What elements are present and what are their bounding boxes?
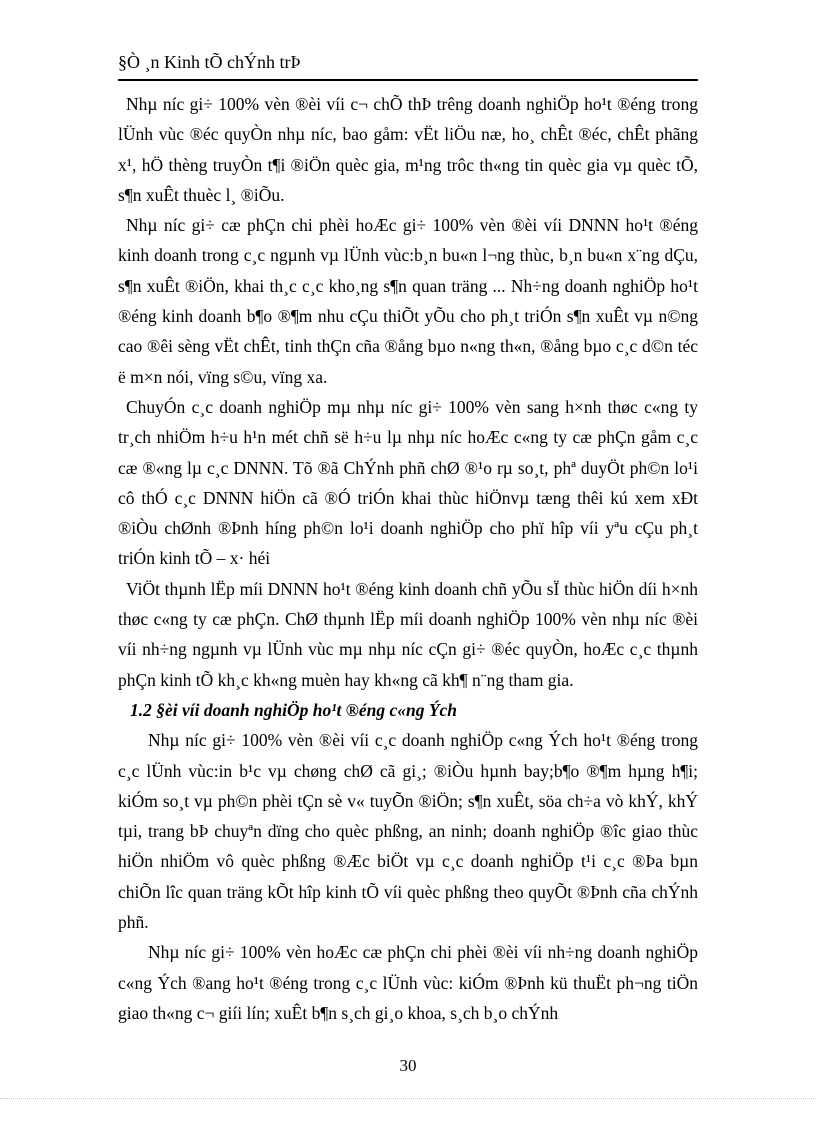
body-paragraph: Nhµ níc gi÷ 100% vèn ®èi víi c¬ chÕ thÞ trêng doanh nghiÖp ho¹t ®éng trong lÜnh vùc ®éc quyÒn nhµ níc, bao gåm: vËt liÖu næ, ho¸ chÊt ®éc, chÊt phãng x¹, hÖ thèng truyÒn t¶i ®iÖn quèc gia, m¹ng trôc th«ng tin quèc gia vµ quèc tÕ, s¶n xuÊt thuèc l¸ ®iÕu. <box>118 94 698 205</box>
footer-divider <box>0 1098 816 1099</box>
header-divider <box>118 79 698 81</box>
section-heading: 1.2 §èi víi doanh nghiÖp ho¹t ®éng c«ng Ých <box>130 699 458 720</box>
page-number: 30 <box>399 1056 417 1075</box>
body-paragraph: Nhµ níc gi÷ 100% vèn hoÆc cæ phÇn chi phèi ®èi víi nh÷ng doanh nghiÖp c«ng Ých ®ang ho¹t ®éng trong c¸c lÜnh vùc: kiÓm ®Þnh kü thuËt ph¬ng tiÖn giao th«ng c¬ giíi lín; xuÊt b¶n s¸ch gi¸o khoa, s¸ch b¸o chÝnh <box>118 942 698 1023</box>
body-paragraph: Nhµ níc gi÷ cæ phÇn chi phèi hoÆc gi÷ 100% vèn ®èi víi DNNN ho¹t ®éng kinh doanh trong c¸c ngµnh vµ lÜnh vùc:b¸n bu«n l¬ng thùc, b¸n bu«n x¨ng dÇu, s¶n xuÊt ®iÖn, khai th¸c c¸c kho¸ng s¶n quan träng ... Nh÷ng doanh nghiÖp ho¹t ®éng kinh doanh b¶o ®¶m nhu cÇu thiÕt yÕu cho ph¸t triÓn s¶n xuÊt vµ n©ng cao ®êi sèng vËt chÊt, tinh thÇn cña ®ång bµo n«ng th«n, ®ång bµo c¸c d©n téc ë m×n nói, vïng s©u, vïng xa. <box>118 215 698 387</box>
body-paragraph: ViÖt thµnh lËp míi DNNN ho¹t ®éng kinh doanh chñ yÕu sÏ thùc hiÖn díi h×nh thøc c«ng ty cæ phÇn. ChØ thµnh lËp míi doanh nghiÖp 100% vèn nhµ níc ®èi víi nh÷ng ngµnh vµ lÜnh vùc mµ nhµ níc cÇn gi÷ ®éc quyÒn, hoÆc c¸c thµnh phÇn kinh tÕ kh¸c kh«ng muèn hay kh«ng cã kh¶ n¨ng tham gia. <box>118 578 698 690</box>
body-paragraph: Nhµ níc gi÷ 100% vèn ®èi víi c¸c doanh nghiÖp c«ng Ých ho¹t ®éng trong c¸c lÜnh vùc:in b¹c vµ chøng chØ cã gi¸; ®iÒu hµnh bay;b¶o ®¶m hµng h¶i; kiÓm so¸t vµ ph©n phèi tÇn sè v« tuyÕn ®iÖn; s¶n xuÊt, söa ch÷a vò khÝ, khÝ tµi, trang bÞ chuyªn dïng cho quèc phßng, an ninh; doanh nghiÖp ®îc giao thùc hiÖn nhiÖm vô quèc phßng ®Æc biÖt vµ c¸c doanh nghiÖp t¹i c¸c ®Þa bµn chiÕn lîc quan träng kÕt hîp kinh tÕ víi quèc phßng theo quyÕt ®Þnh cña chÝnh phñ. <box>118 730 698 933</box>
running-header: §Ò ¸n Kinh tÕ chÝnh trÞ <box>118 52 301 72</box>
body-text <box>118 89 698 1028</box>
body-paragraph: ChuyÓn c¸c doanh nghiÖp mµ nhµ níc gi÷ 100% vèn sang h×nh thøc c«ng ty tr¸ch nhiÖm h÷u h¹n mét chñ së h÷u lµ nhµ níc hoÆc c«ng ty cæ phÇn gåm c¸c cæ ®«ng lµ c¸c DNNN. Tõ ®ã ChÝnh phñ chØ ®¹o rµ so¸t, phª duyÖt ph©n lo¹i cô thÓ c¸c DNNN hiÖn cã ®Ó triÓn khai thùc hiÖnvµ tæng thêi kú xem xÐt ®iÒu chØnh ®Þnh híng ph©n lo¹i doanh nghiÖp cho phï hîp víi yªu cÇu ph¸t triÓn kinh tÕ – x· héi <box>118 396 698 569</box>
